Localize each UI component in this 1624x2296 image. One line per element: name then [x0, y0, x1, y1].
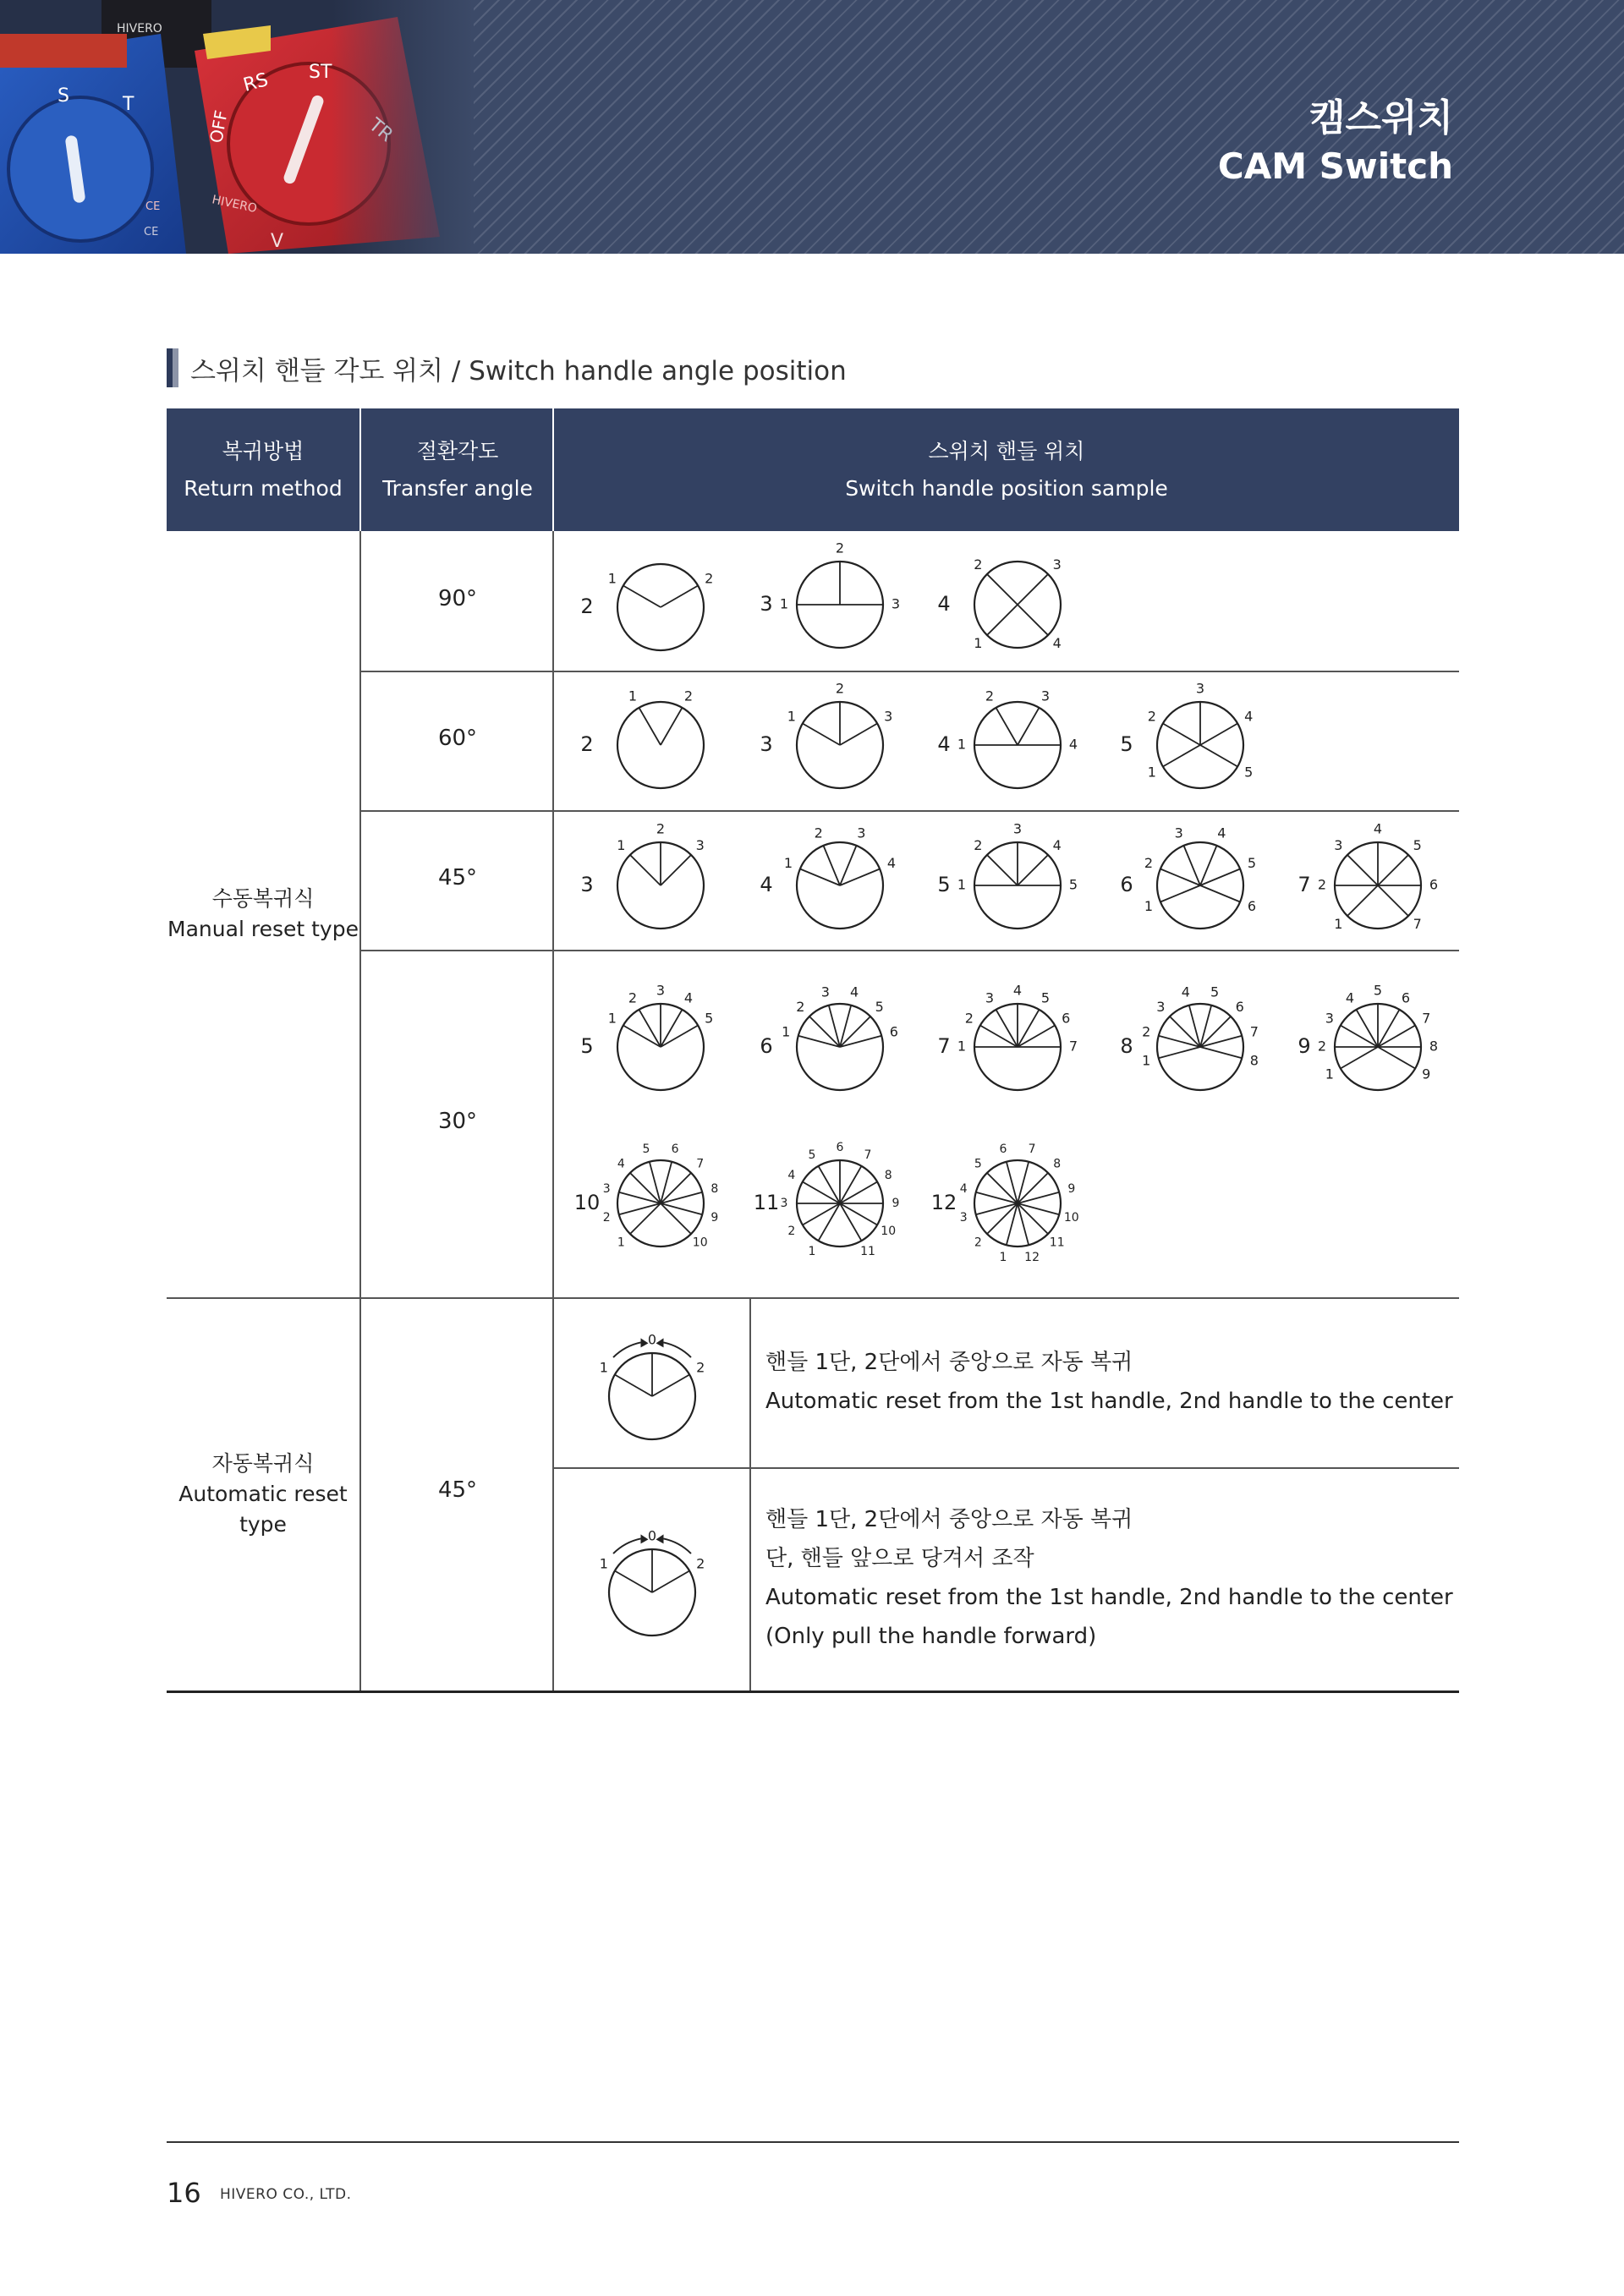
position-number: 4: [1181, 984, 1190, 1000]
position-diagram: [937, 983, 1078, 1091]
position-count: 5: [937, 873, 951, 896]
position-diagram: [1298, 821, 1438, 933]
position-number: 2: [705, 570, 714, 587]
position-number: 2: [628, 989, 638, 1006]
position-number: 4: [1068, 736, 1078, 753]
position-number: 4: [1373, 820, 1383, 837]
position-number: 1: [599, 1359, 608, 1376]
position-number: 8: [1249, 1052, 1259, 1069]
position-number: 2: [1144, 855, 1154, 872]
position-number: 6: [671, 1143, 679, 1157]
position-count: 10: [573, 1191, 601, 1214]
position-number: 5: [1244, 764, 1254, 781]
position-count: 9: [1298, 1034, 1311, 1058]
position-number: 9: [1067, 1181, 1076, 1196]
position-number: 0: [647, 1527, 657, 1544]
position-number: 6: [836, 1141, 844, 1154]
banner-title-ko: 캠스위치: [1309, 96, 1453, 140]
position-diagram: [937, 556, 1061, 651]
position-number: 3: [695, 836, 705, 853]
position-number: 1: [957, 1038, 967, 1055]
position-diagram: [580, 821, 704, 929]
position-number: 3: [985, 989, 995, 1006]
position-number: 6: [1235, 998, 1244, 1015]
position-number: 8: [710, 1181, 719, 1196]
position-number: 3: [1334, 836, 1343, 853]
position-number: 7: [1068, 1038, 1078, 1055]
position-number: 10: [881, 1225, 897, 1238]
position-number: 4: [1052, 635, 1062, 652]
page-number: 16: [167, 2177, 201, 2209]
position-number: 6: [999, 1143, 1007, 1157]
position-number: 1: [607, 570, 617, 587]
banner-title: [1218, 95, 1453, 191]
arrow-head: [656, 1338, 664, 1347]
position-number: 1: [779, 595, 789, 612]
position-diagram: [1120, 984, 1259, 1090]
position-number: 7: [1413, 916, 1422, 933]
position-diagram: [937, 821, 1078, 929]
position-count: 3: [760, 732, 773, 756]
desc-ko: 단, 핸들 앞으로 당겨서 조작: [765, 1546, 1034, 1571]
position-count: 7: [937, 1034, 951, 1058]
position-number: 2: [1317, 1038, 1327, 1055]
position-number: 2: [1142, 1023, 1151, 1040]
position-number: 6: [889, 1023, 898, 1040]
position-number: 1: [974, 635, 983, 652]
position-number: 3: [1174, 825, 1183, 841]
section-title: 스위치 핸들 각도 위치 / Switch handle angle position: [190, 355, 847, 386]
position-number: 2: [964, 1010, 974, 1027]
arrow-head: [656, 1534, 664, 1543]
position-number: 5: [1210, 984, 1220, 1000]
position-number: 2: [683, 688, 694, 704]
position-number: 4: [617, 1157, 625, 1171]
position-number: 6: [1062, 1010, 1071, 1027]
position-number: 5: [1068, 876, 1078, 893]
position-number: 2: [656, 820, 666, 837]
position-diagram: [1120, 681, 1253, 789]
position-number: 2: [985, 688, 995, 704]
position-number: 1: [787, 708, 796, 725]
position-number: 9: [710, 1211, 719, 1225]
position-number: 3: [857, 825, 866, 841]
position-number: 1: [782, 1023, 791, 1040]
position-diagram: [760, 825, 896, 929]
position-number: 2: [696, 1359, 705, 1376]
position-number: 2: [696, 1555, 705, 1572]
position-number: 2: [787, 1225, 796, 1238]
position-number: 4: [959, 1181, 968, 1196]
header-label-en: Transfer angle: [382, 475, 533, 501]
position-number: 4: [1244, 708, 1254, 725]
position-number: 1: [1334, 916, 1343, 933]
section-marker: [167, 348, 178, 387]
company-name: HIVERO CO., LTD.: [220, 2186, 352, 2203]
position-number: 2: [1317, 876, 1327, 893]
position-number: 1: [1142, 1052, 1151, 1069]
angle-90: 90°: [437, 586, 478, 611]
position-number: 5: [974, 1157, 982, 1171]
position-number: 1: [1325, 1066, 1334, 1082]
position-number: 7: [696, 1157, 705, 1171]
position-number: 1: [957, 736, 967, 753]
position-number: 6: [1247, 897, 1257, 914]
position-number: 12: [1024, 1250, 1040, 1264]
banner-title-en: CAM Switch: [1217, 145, 1453, 187]
position-count: 6: [1120, 873, 1133, 896]
header-label-en: Switch handle position sample: [845, 475, 1168, 501]
desc-en: Automatic reset from the 1st handle, 2nd handle to the center: [765, 1389, 1453, 1414]
position-number: 2: [835, 540, 845, 556]
position-diagram: [760, 540, 900, 649]
desc-ko: 핸들 1단, 2단에서 중앙으로 자동 복귀: [765, 1350, 1133, 1375]
position-number: 3: [780, 1197, 788, 1210]
position-number: 3: [602, 1181, 611, 1196]
position-number: 2: [796, 998, 805, 1015]
method-label-en: type: [239, 1511, 287, 1537]
position-diagram: [600, 1528, 705, 1636]
position-diagram: [1298, 983, 1438, 1091]
position-diagram: [580, 983, 713, 1091]
position-number: 7: [1249, 1023, 1259, 1040]
position-number: 1: [999, 1250, 1007, 1264]
position-diagram: [937, 688, 1078, 788]
position-number: 1: [1147, 764, 1156, 781]
product-photo: [0, 0, 474, 254]
position-number: 5: [1247, 855, 1257, 872]
position-diagram: [580, 688, 704, 788]
position-count: 2: [580, 732, 594, 756]
position-number: 4: [1217, 825, 1226, 841]
auto-reset-description-1: [765, 1343, 1453, 1421]
position-number: 3: [1156, 998, 1166, 1015]
position-number: 3: [891, 595, 901, 612]
position-number: 5: [1040, 989, 1051, 1006]
position-number: 1: [599, 1555, 608, 1572]
position-number: 2: [835, 680, 845, 697]
position-count: 7: [1298, 873, 1311, 896]
position-number: 4: [1345, 989, 1355, 1006]
position-number: 7: [1028, 1143, 1036, 1157]
position-number: 7: [1422, 1010, 1431, 1027]
position-number: 1: [617, 836, 626, 853]
position-count: 4: [937, 732, 951, 756]
position-count: 5: [580, 1034, 594, 1058]
position-number: 2: [974, 556, 983, 573]
position-number: 8: [884, 1169, 892, 1182]
position-diagram: [760, 984, 898, 1090]
position-number: 11: [1049, 1236, 1065, 1250]
position-number: 5: [875, 998, 884, 1015]
position-number: 5: [1373, 982, 1383, 999]
position-number: 6: [1429, 876, 1439, 893]
position-number: 4: [1012, 982, 1023, 999]
position-diagram: [760, 681, 892, 789]
footer-divider: [167, 2141, 1459, 2143]
auto-reset-description-2: [765, 1500, 1453, 1656]
position-number: 3: [1195, 680, 1205, 697]
angle-45-auto: 45°: [437, 1477, 478, 1503]
position-number: 3: [884, 708, 893, 725]
position-number: 9: [1422, 1066, 1431, 1082]
position-count: 12: [930, 1191, 957, 1214]
angle-30: 30°: [437, 1109, 478, 1134]
header-banner: [0, 0, 1624, 254]
position-number: 3: [656, 982, 666, 999]
position-number: 3: [1012, 820, 1023, 837]
position-number: 4: [683, 989, 694, 1006]
position-count: 6: [760, 1034, 773, 1058]
header-label-en: Return method: [184, 475, 343, 501]
method-label-ko: 수동복귀식: [211, 886, 315, 911]
position-number: 4: [886, 855, 897, 872]
position-count: 5: [1120, 732, 1133, 756]
position-count: 4: [760, 873, 773, 896]
position-number: 3: [959, 1211, 968, 1225]
desc-ko: 핸들 1단, 2단에서 중앙으로 자동 복귀: [765, 1507, 1133, 1532]
position-count: 2: [580, 595, 594, 618]
position-number: 9: [892, 1197, 900, 1210]
position-diagram: [931, 1143, 1079, 1264]
position-number: 5: [705, 1010, 714, 1027]
position-count: 8: [1120, 1034, 1133, 1058]
header-label-ko: 복귀방법: [222, 438, 304, 463]
method-label-ko: 자동복귀식: [211, 1450, 315, 1476]
position-number: 3: [820, 984, 830, 1000]
position-number: 10: [1063, 1211, 1079, 1225]
position-number: 10: [692, 1236, 708, 1250]
position-number: 0: [647, 1331, 657, 1348]
method-label-en: Automatic reset: [178, 1481, 348, 1506]
position-number: 1: [628, 688, 638, 704]
position-number: 6: [1401, 989, 1411, 1006]
position-number: 2: [1147, 708, 1156, 725]
position-number: 5: [808, 1148, 816, 1162]
position-number: 2: [974, 1236, 982, 1250]
position-number: 1: [617, 1236, 625, 1250]
position-number: 2: [602, 1211, 611, 1225]
position-number: 4: [787, 1169, 796, 1182]
position-count: 11: [753, 1191, 780, 1214]
angle-45: 45°: [437, 865, 478, 890]
position-number: 11: [860, 1245, 875, 1259]
angle-position-table: [167, 408, 1459, 1692]
position-number: 1: [808, 1245, 816, 1259]
position-diagram: [574, 1143, 719, 1250]
position-number: 2: [814, 825, 823, 841]
header-label-ko: 스위치 핸들 위치: [928, 438, 1085, 463]
position-number: 1: [1144, 897, 1154, 914]
position-count: 3: [580, 873, 594, 896]
position-number: 7: [864, 1148, 872, 1162]
position-number: 1: [783, 855, 793, 872]
header-label-ko: 절환각도: [416, 438, 499, 463]
position-number: 8: [1053, 1157, 1062, 1171]
position-count: 4: [937, 592, 951, 616]
position-number: 4: [850, 984, 859, 1000]
position-number: 1: [607, 1010, 617, 1027]
position-number: 3: [1052, 556, 1062, 573]
position-number: 5: [1413, 836, 1422, 853]
section-heading: [167, 348, 847, 387]
position-diagram: [580, 564, 713, 650]
position-count: 3: [760, 592, 773, 616]
position-number: 2: [974, 836, 983, 853]
position-number: 5: [642, 1143, 650, 1157]
position-number: 4: [1052, 836, 1062, 853]
desc-en: Automatic reset from the 1st handle, 2nd handle to the center: [765, 1585, 1453, 1610]
angle-60: 60°: [437, 726, 478, 751]
position-number: 3: [1325, 1010, 1334, 1027]
method-label-en: Manual reset type: [167, 917, 359, 941]
position-diagram: [754, 1141, 900, 1258]
position-number: 3: [1040, 688, 1051, 704]
position-diagram: [600, 1332, 705, 1440]
position-number: 8: [1429, 1038, 1439, 1055]
desc-en: (Only pull the handle forward): [765, 1624, 1097, 1649]
position-diagram: [1120, 825, 1256, 929]
position-number: 1: [957, 876, 967, 893]
